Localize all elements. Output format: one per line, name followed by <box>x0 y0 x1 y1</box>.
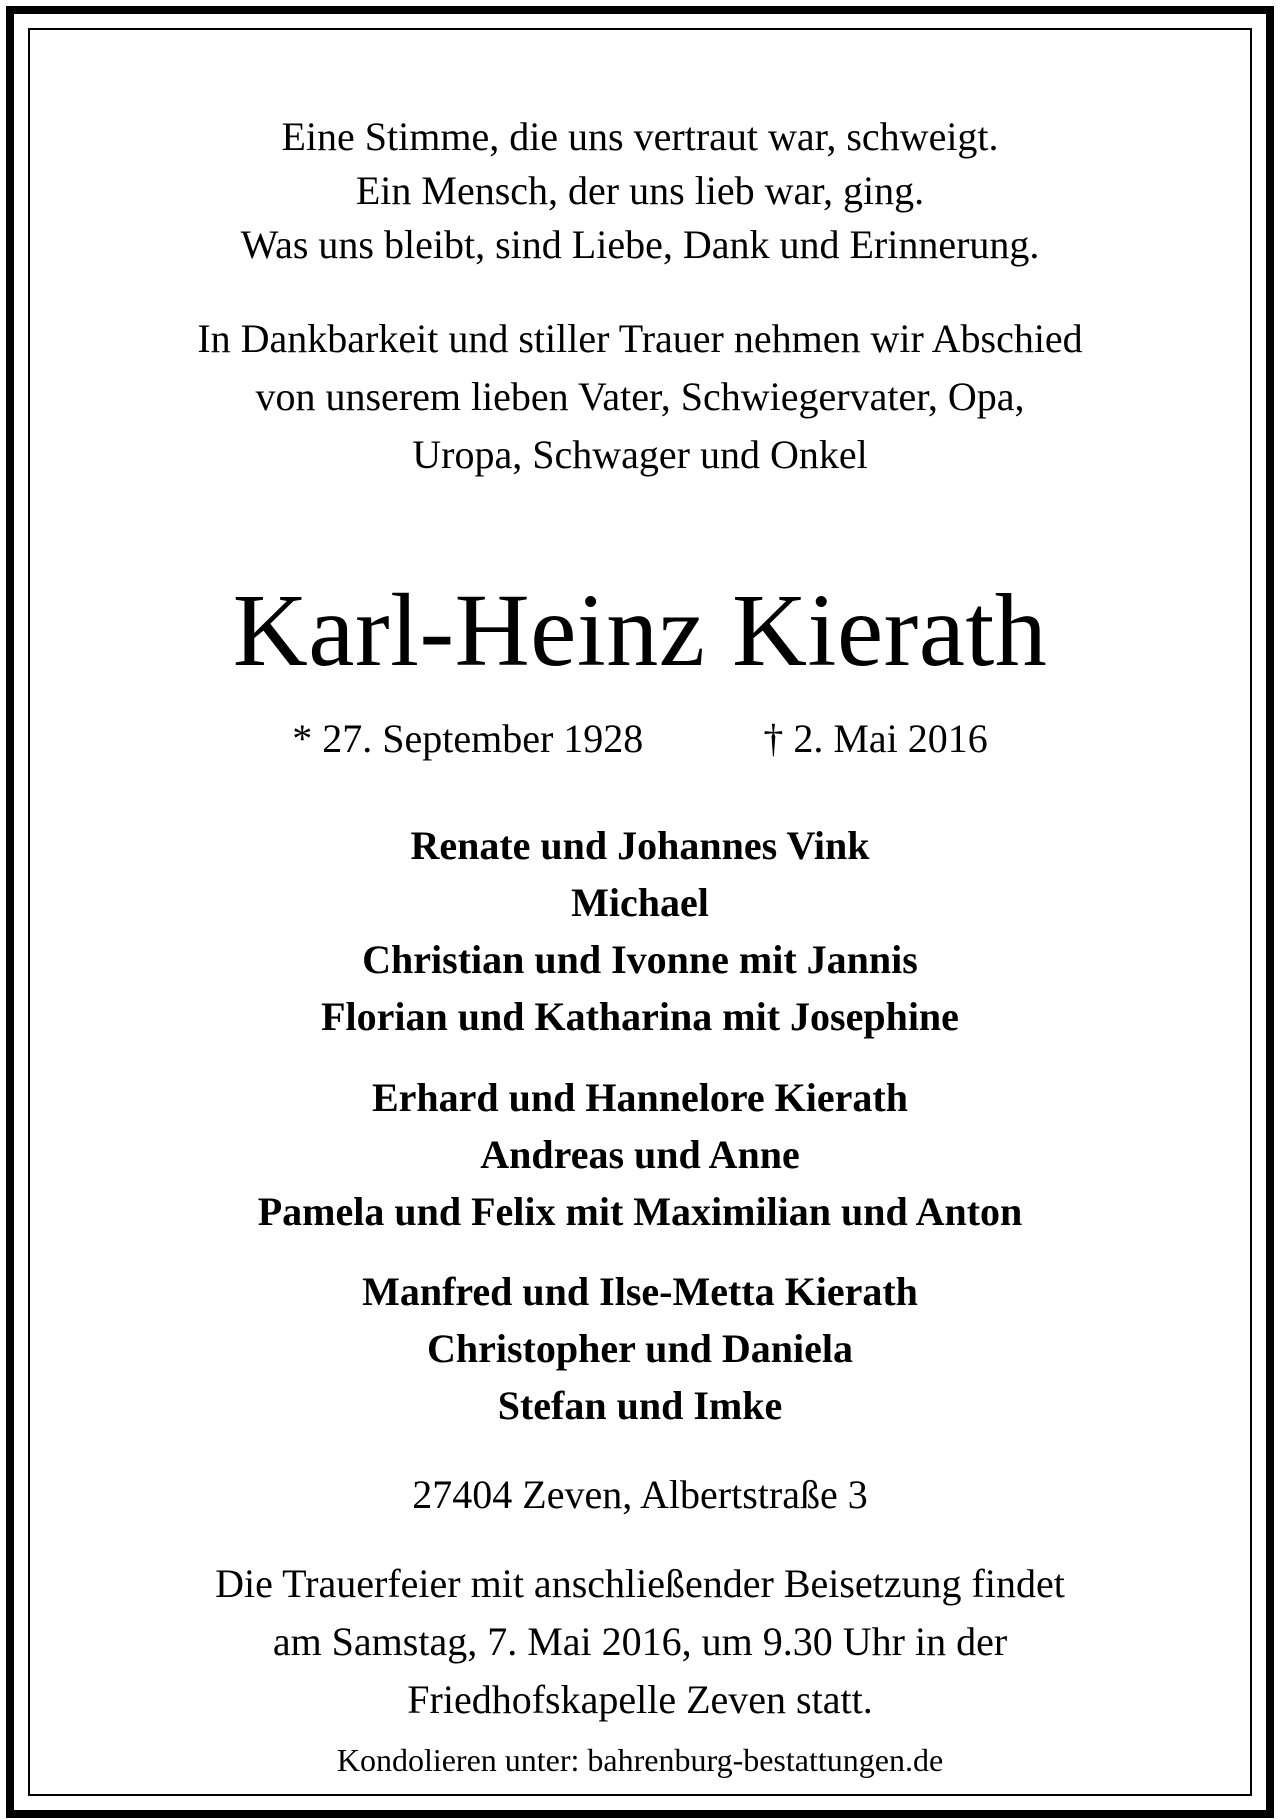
mourner-line: Renate und Johannes Vink <box>410 823 870 868</box>
memorial-poem <box>14 110 1266 272</box>
intro-line: Uropa, Schwager und Onkel <box>412 432 868 477</box>
death-date: † 2. Mai 2016 <box>763 716 988 761</box>
mourner-line: Michael <box>571 880 709 925</box>
ceremony-line: Die Trauerfeier mit anschließender Beisetzung findet <box>215 1561 1065 1606</box>
farewell-intro <box>14 310 1266 484</box>
poem-line: Was uns bleibt, sind Liebe, Dank und Erinnerung. <box>240 222 1040 267</box>
intro-line: In Dankbarkeit und stiller Trauer nehmen wir Abschied <box>197 316 1083 361</box>
condolence-link: Kondolieren unter: bahrenburg-bestattungen.de <box>336 1742 944 1778</box>
birth-date: * 27. September 1928 <box>292 716 644 761</box>
mourner-line: Stefan und Imke <box>497 1383 783 1428</box>
deceased-name: Karl-Heinz Kierath <box>232 573 1048 688</box>
poem-line: Eine Stimme, die uns vertraut war, schweigt. <box>281 114 999 159</box>
mourner-line: Florian und Katharina mit Josephine <box>321 994 959 1039</box>
ceremony-line: am Samstag, 7. Mai 2016, um 9.30 Uhr in der <box>272 1619 1008 1664</box>
mourner-group <box>14 1069 1266 1240</box>
funeral-ceremony-info <box>14 1555 1266 1729</box>
mourner-line: Erhard und Hannelore Kierath <box>372 1075 908 1120</box>
mourner-line: Andreas und Anne <box>480 1132 800 1177</box>
mourner-group <box>14 817 1266 1045</box>
family-address: 27404 Zeven, Albertstraße 3 <box>412 1472 868 1517</box>
intro-line: von unserem lieben Vater, Schwiegervater, Opa, <box>255 374 1025 419</box>
ceremony-line: Friedhofskapelle Zeven statt. <box>407 1677 873 1722</box>
mourner-group <box>14 1263 1266 1434</box>
poem-line: Ein Mensch, der uns lieb war, ging. <box>355 168 925 213</box>
mourner-line: Christian und Ivonne mit Jannis <box>362 937 918 982</box>
life-dates <box>14 714 1266 764</box>
obituary-outer-border <box>6 6 1274 1818</box>
obituary-content <box>14 14 1266 1810</box>
mourner-line: Pamela und Felix mit Maximilian und Anton <box>257 1189 1023 1234</box>
mourner-line: Manfred und Ilse-Metta Kierath <box>362 1269 918 1314</box>
mourner-line: Christopher und Daniela <box>426 1326 853 1371</box>
